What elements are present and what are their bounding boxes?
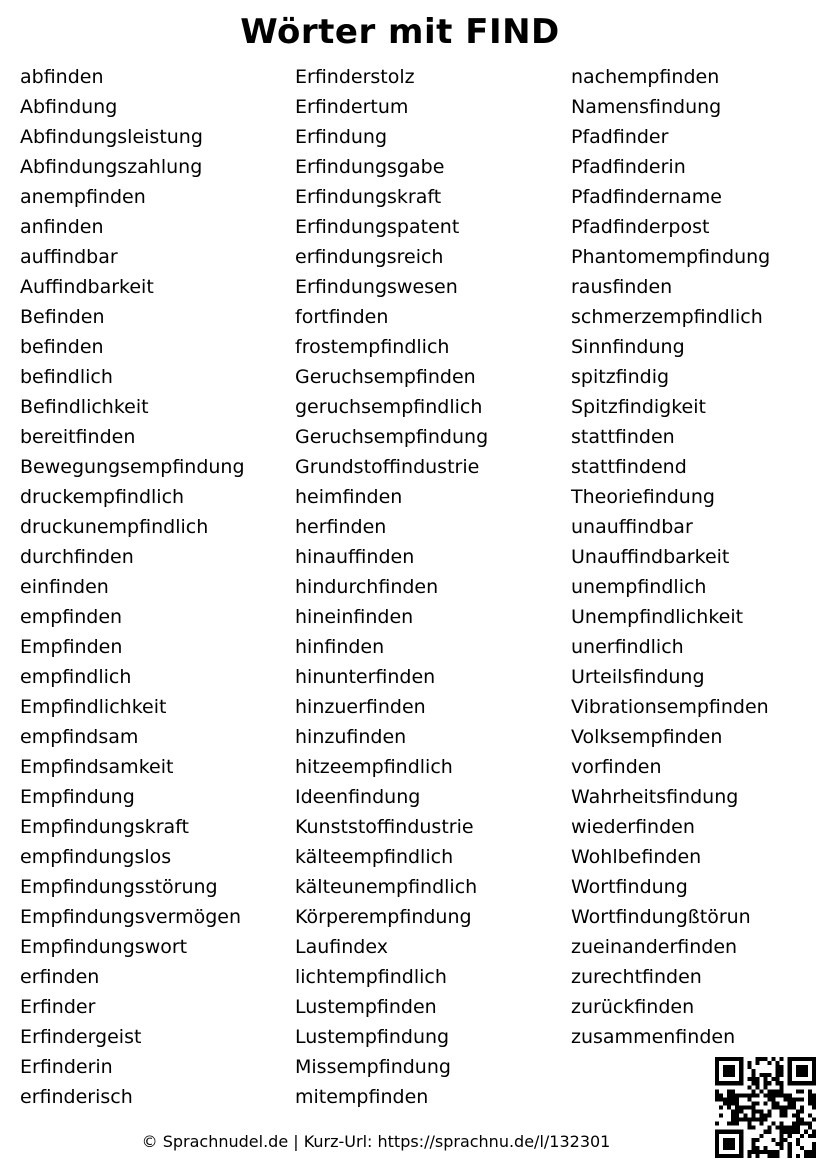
word-column-3 bbox=[571, 62, 770, 1052]
word-item: Empfindungsvermögen bbox=[20, 906, 242, 928]
word-item: Empfindlichkeit bbox=[20, 696, 167, 718]
word-item: nachempfinden bbox=[571, 66, 720, 88]
word-item: Erfindergeist bbox=[20, 1026, 142, 1048]
word-item: Phantomempfindung bbox=[571, 246, 771, 268]
qr-code-icon[interactable] bbox=[715, 1057, 816, 1158]
word-item: Pfadfinderin bbox=[571, 156, 686, 178]
word-item: Theoriefindung bbox=[571, 486, 715, 508]
word-item: mitempfinden bbox=[295, 1086, 429, 1108]
word-item: erfinderisch bbox=[20, 1086, 133, 1108]
word-column-1 bbox=[20, 62, 245, 1112]
word-item: Sinnfindung bbox=[571, 336, 685, 358]
word-item: Erfindungspatent bbox=[295, 216, 460, 238]
word-item: Auffindbarkeit bbox=[20, 276, 154, 298]
word-item: Empfindungswort bbox=[20, 936, 188, 958]
word-item: Lustempfinden bbox=[295, 996, 437, 1018]
word-item: frostempfindlich bbox=[295, 336, 450, 358]
word-item: Erfinderstolz bbox=[295, 66, 415, 88]
word-item: Befindlichkeit bbox=[20, 396, 149, 418]
word-item: Pfadfinder bbox=[571, 126, 669, 148]
word-item: Empfindung bbox=[20, 786, 135, 808]
word-item: rausfinden bbox=[571, 276, 673, 298]
word-item: zueinanderfinden bbox=[571, 936, 738, 958]
word-item: zurückfinden bbox=[571, 996, 695, 1018]
word-item: fortfinden bbox=[295, 306, 389, 328]
word-item: Geruchsempfindung bbox=[295, 426, 489, 448]
word-item: Abfindung bbox=[20, 96, 118, 118]
word-item: Volksempfinden bbox=[571, 726, 723, 748]
word-item: lichtempfindlich bbox=[295, 966, 447, 988]
word-item: empfindungslos bbox=[20, 846, 172, 868]
word-item: stattfindend bbox=[571, 456, 687, 478]
word-item: Abfindungsleistung bbox=[20, 126, 203, 148]
word-item: hinfinden bbox=[295, 636, 385, 658]
word-item: vorfinden bbox=[571, 756, 662, 778]
word-item: Missempfindung bbox=[295, 1056, 451, 1078]
word-item: Geruchsempfinden bbox=[295, 366, 476, 388]
word-item: unempfindlich bbox=[571, 576, 707, 598]
word-item: Erfindungswesen bbox=[295, 276, 458, 298]
word-item: unerfindlich bbox=[571, 636, 684, 658]
word-item: kälteunempfindlich bbox=[295, 876, 478, 898]
word-item: einfinden bbox=[20, 576, 109, 598]
word-item: empfinden bbox=[20, 606, 123, 628]
word-item: Urteilsfindung bbox=[571, 666, 705, 688]
word-item: Empfindungsstörung bbox=[20, 876, 218, 898]
word-item: bereitfinden bbox=[20, 426, 136, 448]
word-item: hineinfinden bbox=[295, 606, 414, 628]
word-item: herfinden bbox=[295, 516, 387, 538]
word-item: geruchsempfindlich bbox=[295, 396, 483, 418]
word-item: zurechtfinden bbox=[571, 966, 702, 988]
word-item: Wortfindung bbox=[571, 876, 688, 898]
word-item: empfindlich bbox=[20, 666, 132, 688]
word-item: Erfindungsgabe bbox=[295, 156, 445, 178]
word-item: Unempfindlichkeit bbox=[571, 606, 744, 628]
word-item: Pfadfindername bbox=[571, 186, 722, 208]
word-item: abfinden bbox=[20, 66, 104, 88]
word-item: Laufindex bbox=[295, 936, 388, 958]
word-item: anfinden bbox=[20, 216, 104, 238]
word-item: Erfindung bbox=[295, 126, 388, 148]
word-item: befindlich bbox=[20, 366, 113, 388]
word-item: Wahrheitsfindung bbox=[571, 786, 739, 808]
word-item: zusammenfinden bbox=[571, 1026, 736, 1048]
word-item: Empfindsamkeit bbox=[20, 756, 174, 778]
word-item: befinden bbox=[20, 336, 104, 358]
word-item: durchfinden bbox=[20, 546, 134, 568]
word-item: hinzufinden bbox=[295, 726, 407, 748]
word-item: Pfadfinderpost bbox=[571, 216, 710, 238]
word-item: kälteempfindlich bbox=[295, 846, 454, 868]
word-item: Wortfindungßtörun bbox=[571, 906, 751, 928]
word-item: Bewegungsempfindung bbox=[20, 456, 245, 478]
word-item: Spitzfindigkeit bbox=[571, 396, 706, 418]
word-item: schmerzempfindlich bbox=[571, 306, 763, 328]
word-item: hitzeempfindlich bbox=[295, 756, 453, 778]
word-item: Empfinden bbox=[20, 636, 123, 658]
word-column-2 bbox=[295, 62, 488, 1112]
word-item: anempfinden bbox=[20, 186, 146, 208]
word-item: spitzfindig bbox=[571, 366, 670, 388]
word-item: Unauffindbarkeit bbox=[571, 546, 730, 568]
page-title: Wörter mit FIND bbox=[240, 12, 560, 52]
word-item: auffindbar bbox=[20, 246, 118, 268]
word-item: hinauffinden bbox=[295, 546, 415, 568]
word-item: erfindungsreich bbox=[295, 246, 444, 268]
word-item: Erfinder bbox=[20, 996, 96, 1018]
word-item: hinzuerfinden bbox=[295, 696, 426, 718]
word-item: Lustempfindung bbox=[295, 1026, 450, 1048]
word-item: unauffindbar bbox=[571, 516, 693, 538]
word-item: Abfindungszahlung bbox=[20, 156, 203, 178]
word-item: Ideenfindung bbox=[295, 786, 421, 808]
word-item: druckunempfindlich bbox=[20, 516, 209, 538]
word-item: druckempfindlich bbox=[20, 486, 185, 508]
word-item: Befinden bbox=[20, 306, 105, 328]
word-item: Vibrationsempfinden bbox=[571, 696, 769, 718]
word-item: wiederfinden bbox=[571, 816, 695, 838]
word-item: Erfindertum bbox=[295, 96, 409, 118]
word-item: hinunterfinden bbox=[295, 666, 436, 688]
word-item: Erfinderin bbox=[20, 1056, 113, 1078]
word-item: Namensfindung bbox=[571, 96, 722, 118]
word-item: empfindsam bbox=[20, 726, 139, 748]
word-item: Grundstoffindustrie bbox=[295, 456, 480, 478]
word-item: Körperempfindung bbox=[295, 906, 472, 928]
footer-credit: © Sprachnudel.de | Kurz-Url: https://sprachnu.de/l/132301 bbox=[141, 1132, 611, 1151]
word-item: Wohlbefinden bbox=[571, 846, 702, 868]
word-item: erfinden bbox=[20, 966, 100, 988]
word-item: stattfinden bbox=[571, 426, 675, 448]
word-item: hindurchfinden bbox=[295, 576, 439, 598]
word-item: Erfindungskraft bbox=[295, 186, 442, 208]
word-item: Kunststoffindustrie bbox=[295, 816, 474, 838]
word-item: heimfinden bbox=[295, 486, 403, 508]
word-item: Empfindungskraft bbox=[20, 816, 189, 838]
